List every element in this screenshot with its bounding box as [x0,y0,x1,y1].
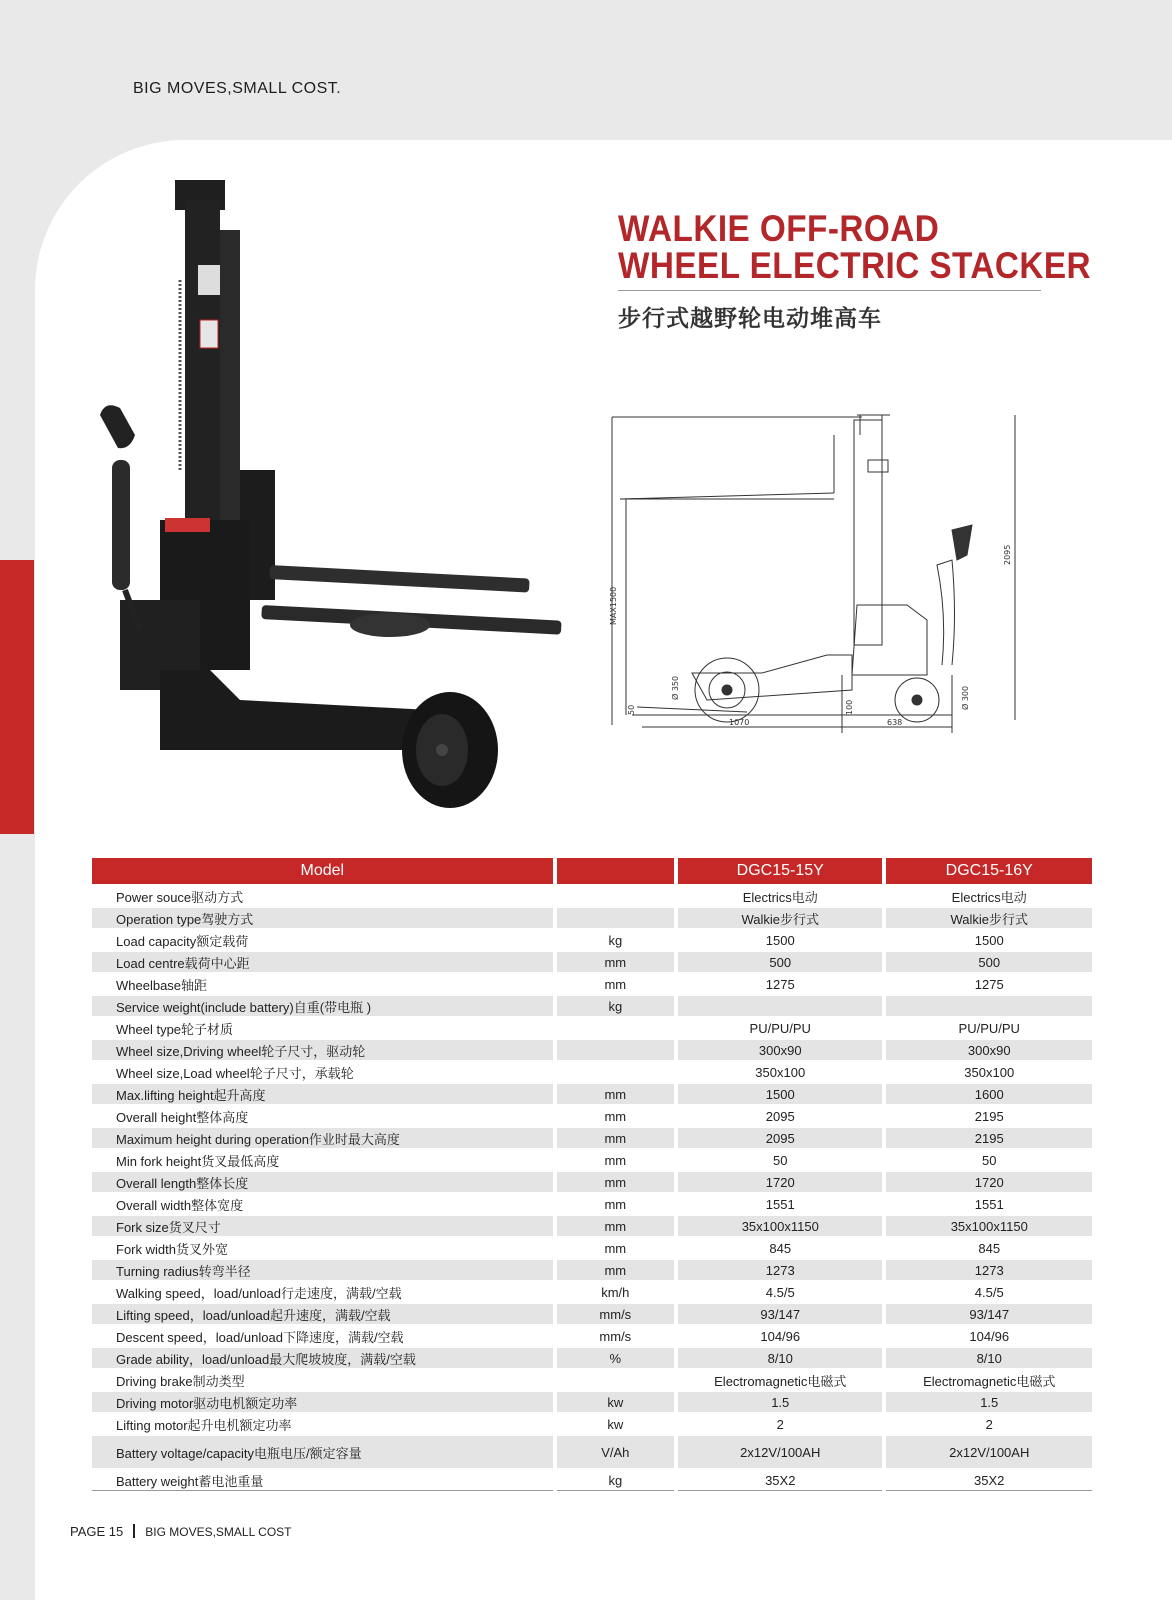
spec-label: Load centre载荷中心距 [92,952,553,972]
spec-value-model-2: 2x12V/100AH [886,1436,1092,1468]
spec-row [92,1470,1092,1491]
page-footer [70,1524,292,1539]
spec-label: Wheel type轮子材质 [92,1018,553,1038]
spec-unit: % [557,1348,674,1368]
spec-row [92,1304,1092,1324]
spec-label: Fork width货叉外宽 [92,1238,553,1258]
top-band [0,0,1172,140]
spec-value-model-2: Walkie步行式 [886,908,1092,928]
title-line-1: WALKIE OFF-ROAD [618,208,940,249]
spec-label: Max.lifting height起升高度 [92,1084,553,1104]
spec-value-model-2: 350x100 [886,1062,1092,1082]
spec-label: Overall width整体宽度 [92,1194,553,1214]
spec-value-model-2: Electromagnetic电磁式 [886,1370,1092,1390]
spec-row [92,1392,1092,1412]
spec-table [88,856,1096,1493]
spec-row [92,1106,1092,1126]
spec-row [92,1018,1092,1038]
spec-row [92,908,1092,928]
spec-label: Operation type驾驶方式 [92,908,553,928]
spec-label: Maximum height during operation作业时最大高度 [92,1128,553,1148]
spec-row [92,1326,1092,1346]
spec-value-model-1: 8/10 [678,1348,882,1368]
spec-value-model-2: 50 [886,1150,1092,1170]
spec-value-model-1: 35x100x1150 [678,1216,882,1236]
spec-row [92,886,1092,906]
spec-value-model-2: 845 [886,1238,1092,1258]
spec-value-model-2: 4.5/5 [886,1282,1092,1302]
spec-unit: mm [557,1194,674,1214]
spec-value-model-1: 93/147 [678,1304,882,1324]
spec-row [92,974,1092,994]
spec-label: Wheel size,Driving wheel轮子尺寸，驱动轮 [92,1040,553,1060]
dim-length-front: 1070 [729,718,750,727]
footer-separator [133,1524,135,1538]
spec-value-model-2: Electrics电动 [886,886,1092,906]
spec-label: Fork size货叉尺寸 [92,1216,553,1236]
spec-value-model-2: 35x100x1150 [886,1216,1092,1236]
spec-row [92,1150,1092,1170]
spec-label: Driving brake制动类型 [92,1370,553,1390]
spec-value-model-1: 2095 [678,1106,882,1126]
spec-unit: mm [557,1150,674,1170]
spec-row [92,1040,1092,1060]
spec-value-model-1: 1500 [678,930,882,950]
spec-value-model-2: 2195 [886,1128,1092,1148]
spec-value-model-1: Walkie步行式 [678,908,882,928]
spec-unit: km/h [557,1282,674,1302]
spec-label: Battery weight蓄电池重量 [92,1470,553,1491]
spec-label: Min fork height货叉最低高度 [92,1150,553,1170]
spec-value-model-2 [886,996,1092,1016]
spec-value-model-1: Electrics电动 [678,886,882,906]
spec-label: Walking speed，load/unload行走速度，满载/空载 [92,1282,553,1302]
dim-fork-min: 50 [627,704,636,715]
spec-row [92,952,1092,972]
spec-unit: mm [557,1128,674,1148]
spec-value-model-1 [678,996,882,1016]
spec-value-model-2: 1551 [886,1194,1092,1214]
spec-row [92,996,1092,1016]
technical-drawing [609,415,1042,755]
spec-row [92,1260,1092,1280]
spec-value-model-1: 500 [678,952,882,972]
spec-unit: mm/s [557,1326,674,1346]
spec-row [92,1172,1092,1192]
header-tagline: BIG MOVES,SMALL COST. [133,80,342,97]
spec-value-model-2: 300x90 [886,1040,1092,1060]
spec-unit: mm [557,974,674,994]
spec-unit: mm [557,1216,674,1236]
title-line-2: WHEEL ELECTRIC STACKER [618,245,1092,286]
spec-value-model-1: 1275 [678,974,882,994]
spec-label: Lifting motor起升电机额定功率 [92,1414,553,1434]
spec-row [92,1436,1092,1468]
spec-value-model-1: 50 [678,1150,882,1170]
spec-unit: mm [557,1172,674,1192]
spec-value-model-2: 1273 [886,1260,1092,1280]
spec-value-model-2: 8/10 [886,1348,1092,1368]
spec-label: Lifting speed，load/unload起升速度，满载/空载 [92,1304,553,1324]
spec-value-model-1: 1551 [678,1194,882,1214]
title-divider [618,290,1041,291]
spec-row [92,1348,1092,1368]
spec-unit: kg [557,930,674,950]
spec-value-model-2: 1275 [886,974,1092,994]
spec-unit: kg [557,1470,674,1491]
header-model-1: DGC15-15Y [678,858,882,884]
product-title-cn: 步行式越野轮电动堆高车 [618,306,882,332]
spec-unit: mm/s [557,1304,674,1324]
spec-label: Overall length整体长度 [92,1172,553,1192]
spec-value-model-2: PU/PU/PU [886,1018,1092,1038]
spec-value-model-1: 104/96 [678,1326,882,1346]
spec-value-model-2: 1600 [886,1084,1092,1104]
header-model: Model [92,858,553,884]
spec-label: Turning radius转弯半径 [92,1260,553,1280]
footer-slogan: BIG MOVES,SMALL COST [145,1525,292,1539]
spec-value-model-2: 35X2 [886,1470,1092,1491]
spec-row [92,1238,1092,1258]
spec-label: Grade ability，load/unload最大爬坡坡度，满载/空载 [92,1348,553,1368]
red-side-accent [0,560,34,834]
spec-row [92,1282,1092,1302]
spec-value-model-1: 1500 [678,1084,882,1104]
spec-value-model-1: 2095 [678,1128,882,1148]
spec-value-model-2: 1.5 [886,1392,1092,1412]
spec-unit [557,1018,674,1038]
spec-value-model-1: 1273 [678,1260,882,1280]
spec-unit [557,1040,674,1060]
header-unit [557,858,674,884]
dim-rear-wheel: Ø 300 [961,685,970,710]
spec-value-model-1: PU/PU/PU [678,1018,882,1038]
spec-value-model-1: 2 [678,1414,882,1434]
spec-row [92,930,1092,950]
spec-unit [557,1370,674,1390]
spec-row [92,1370,1092,1390]
spec-value-model-2: 2 [886,1414,1092,1434]
spec-unit [557,886,674,906]
spec-value-model-2: 93/147 [886,1304,1092,1324]
spec-unit: kg [557,996,674,1016]
spec-value-model-1: 1720 [678,1172,882,1192]
spec-value-model-2: 500 [886,952,1092,972]
page-number: PAGE 15 [70,1524,124,1539]
spec-label: Wheelbase轴距 [92,974,553,994]
spec-value-model-1: 2x12V/100AH [678,1436,882,1468]
spec-label: Service weight(include battery)自重(带电瓶 ) [92,996,553,1016]
dim-small: 100 [845,699,854,715]
spec-row [92,1062,1092,1082]
spec-unit: mm [557,1084,674,1104]
header-model-2: DGC15-16Y [886,858,1092,884]
spec-unit [557,908,674,928]
product-title-en [618,210,1091,284]
spec-value-model-1: 4.5/5 [678,1282,882,1302]
stacker-product-photo [80,170,580,820]
spec-value-model-1: 35X2 [678,1470,882,1491]
dim-overall-height: 2095 [1003,544,1012,565]
spec-header-row [92,858,1092,884]
spec-row [92,1084,1092,1104]
spec-label: Overall height整体高度 [92,1106,553,1126]
spec-value-model-1: Electromagnetic电磁式 [678,1370,882,1390]
spec-unit: mm [557,952,674,972]
spec-value-model-2: 104/96 [886,1326,1092,1346]
spec-value-model-2: 2195 [886,1106,1092,1126]
dim-max-lift: MAX1500 [609,586,618,625]
spec-unit: mm [557,1106,674,1126]
spec-value-model-1: 350x100 [678,1062,882,1082]
spec-label: Load capacity额定载荷 [92,930,553,950]
spec-row [92,1194,1092,1214]
spec-label: Power souce驱动方式 [92,886,553,906]
spec-value-model-1: 1.5 [678,1392,882,1412]
spec-unit [557,1062,674,1082]
spec-row [92,1128,1092,1148]
spec-value-model-1: 300x90 [678,1040,882,1060]
spec-label: Battery voltage/capacity电瓶电压/额定容量 [92,1436,553,1468]
spec-unit: mm [557,1260,674,1280]
spec-label: Wheel size,Load wheel轮子尺寸，承载轮 [92,1062,553,1082]
spec-label: Descent speed，load/unload下降速度，满载/空载 [92,1326,553,1346]
dim-front-wheel: Ø 350 [671,675,680,700]
spec-value-model-1: 845 [678,1238,882,1258]
spec-unit: mm [557,1238,674,1258]
dim-length-rear: 638 [887,718,903,727]
spec-label: Driving motor驱动电机额定功率 [92,1392,553,1412]
spec-unit: V/Ah [557,1436,674,1468]
spec-unit: kw [557,1392,674,1412]
spec-row [92,1414,1092,1434]
spec-unit: kw [557,1414,674,1434]
spec-row [92,1216,1092,1236]
spec-value-model-2: 1720 [886,1172,1092,1192]
spec-value-model-2: 1500 [886,930,1092,950]
